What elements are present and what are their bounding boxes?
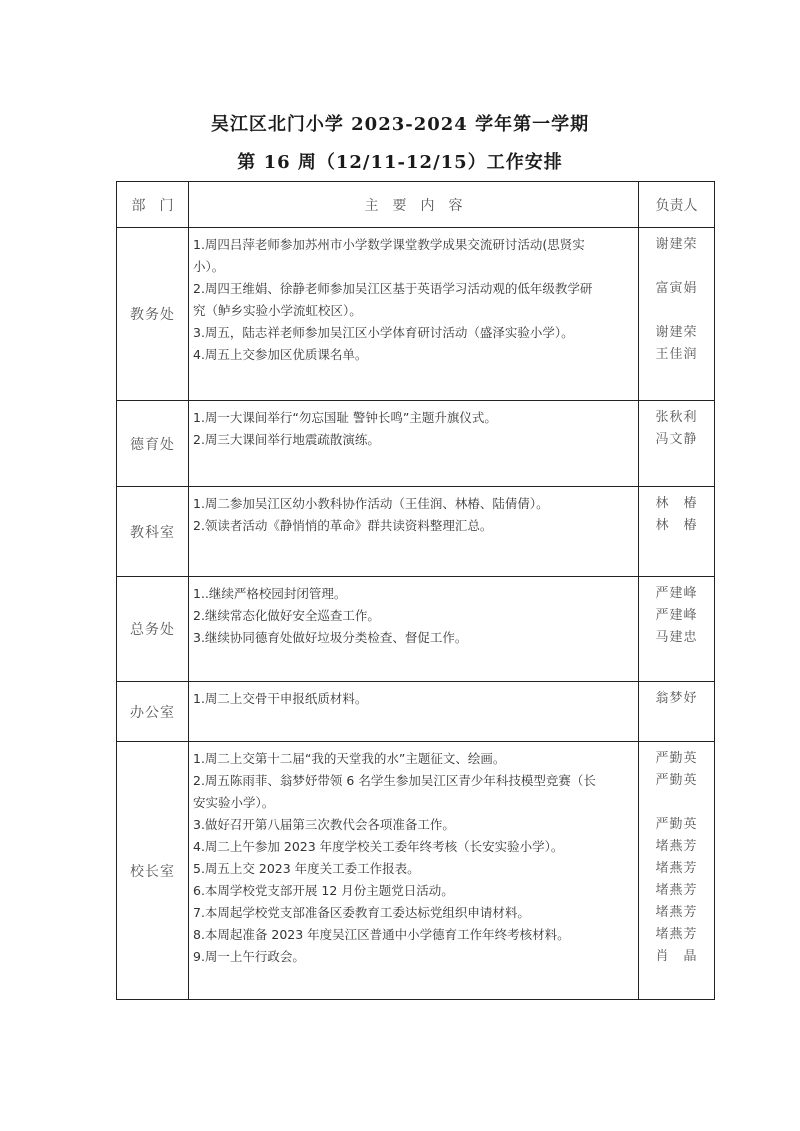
content-line: 小）。 (193, 259, 225, 274)
content-cell (189, 401, 639, 487)
person-cell (639, 401, 715, 487)
person-name: 林 椿 (655, 518, 698, 533)
content-line: 4.周二上午参加 2023 年度学校关工委年终考核（长安实验小学）。 (193, 839, 564, 854)
header-dept: 部 门 (117, 182, 189, 228)
content-line: 3.周五，陆志祥老师参加吴江区小学体育研讨活动（盛泽实验小学）。 (193, 325, 574, 340)
content-line: 4.周五上交参加区优质课名单。 (193, 347, 368, 362)
content-line: 2.继续常态化做好安全巡查工作。 (193, 608, 380, 623)
content-line: 7.本周起学校党支部准备区委教育工委达标党组织申请材料。 (193, 905, 530, 920)
person-spacer (639, 300, 714, 322)
person-name: 堵燕芳 (655, 839, 698, 854)
content-line: 究（鲈乡实验小学流虹校区）。 (193, 303, 362, 318)
content-cell (189, 487, 639, 577)
content-line: 9.周一上午行政会。 (193, 949, 305, 964)
person-name: 张秋利 (655, 410, 698, 425)
content-line: 2.领读者活动《静悄悄的革命》群共读资料整理汇总。 (193, 518, 493, 533)
person-name: 严勤英 (655, 817, 698, 832)
content-line: 2.周四王维娟、徐静老师参加吴江区基于英语学习活动观的低年级教学研 (193, 281, 593, 296)
person-name: 马建忠 (655, 630, 698, 645)
content-line: 2.周三大课间举行地震疏散演练。 (193, 432, 380, 447)
person-name: 谢建荣 (655, 325, 698, 340)
person-name: 肖 晶 (655, 949, 698, 964)
person-name: 严建峰 (655, 608, 698, 623)
content-line: 2.周五陈雨菲、翁梦妤带领 6 名学生参加吴江区青少年科技模型竞赛（长 (193, 773, 596, 788)
content-cell (189, 228, 639, 401)
dept-cell: 教科室 (117, 487, 189, 577)
content-cell (189, 577, 639, 682)
dept-cell: 校长室 (117, 742, 189, 1000)
person-name: 堵燕芳 (655, 883, 698, 898)
content-line: 1.周二上交第十二届“我的天堂我的水”主题征文、绘画。 (193, 751, 506, 766)
person-name: 严建峰 (655, 586, 698, 601)
header-content: 主 要 内 容 (189, 182, 639, 228)
person-name: 冯文静 (655, 432, 698, 447)
content-cell (189, 682, 639, 742)
table-row (117, 228, 715, 401)
person-cell (639, 742, 715, 1000)
schedule-table (116, 181, 715, 1000)
content-line: 1.周二上交骨干申报纸质材料。 (193, 691, 368, 706)
table-row (117, 742, 715, 1000)
dept-cell: 德育处 (117, 401, 189, 487)
person-name: 堵燕芳 (655, 905, 698, 920)
person-name: 严勤英 (655, 773, 698, 788)
content-line: 3.做好召开第八届第三次教代会各项准备工作。 (193, 817, 455, 832)
dept-cell: 教务处 (117, 228, 189, 401)
person-cell (639, 228, 715, 401)
table-row (117, 577, 715, 682)
table-row (117, 401, 715, 487)
content-line: 安实验小学）。 (193, 795, 275, 810)
content-line: 5.周五上交 2023 年度关工委工作报表。 (193, 861, 420, 876)
content-line: 8.本周起准备 2023 年度吴江区普通中小学德育工作年终考核材料。 (193, 927, 570, 942)
document-subtitle: 第 16 周（12/11-12/15）工作安排 (237, 152, 563, 173)
person-name: 富寅娟 (655, 281, 698, 296)
person-name: 王佳润 (655, 347, 698, 362)
person-name: 翁梦妤 (655, 691, 698, 706)
table-header-row (117, 182, 715, 228)
person-name: 堵燕芳 (655, 861, 698, 876)
content-line: 1.周一大课间举行“勿忘国耻 警钟长鸣”主题升旗仪式。 (193, 410, 497, 425)
person-cell (639, 577, 715, 682)
document-title: 吴江区北门小学 2023-2024 学年第一学期 (210, 114, 590, 135)
person-spacer (639, 792, 714, 814)
person-cell (639, 682, 715, 742)
content-line: 6.本周学校党支部开展 12 月份主题党日活动。 (193, 883, 454, 898)
content-line: 1.周二参加吴江区幼小教科协作活动（王佳润、林椿、陆倩倩）。 (193, 496, 549, 511)
header-person: 负责人 (639, 182, 715, 228)
dept-cell: 总务处 (117, 577, 189, 682)
content-line: 1..继续严格校园封闭管理。 (193, 586, 347, 601)
person-name: 谢建荣 (655, 237, 698, 252)
content-cell (189, 742, 639, 1000)
content-line: 3.继续协同德育处做好垃圾分类检查、督促工作。 (193, 630, 468, 645)
person-cell (639, 487, 715, 577)
dept-cell: 办公室 (117, 682, 189, 742)
person-spacer (639, 256, 714, 278)
table-row (117, 487, 715, 577)
table-row (117, 682, 715, 742)
person-name: 严勤英 (655, 751, 698, 766)
person-name: 堵燕芳 (655, 927, 698, 942)
person-name: 林 椿 (655, 496, 698, 511)
content-line: 1.周四吕萍老师参加苏州市小学数学课堂教学成果交流研讨活动(思贤实 (193, 237, 585, 252)
